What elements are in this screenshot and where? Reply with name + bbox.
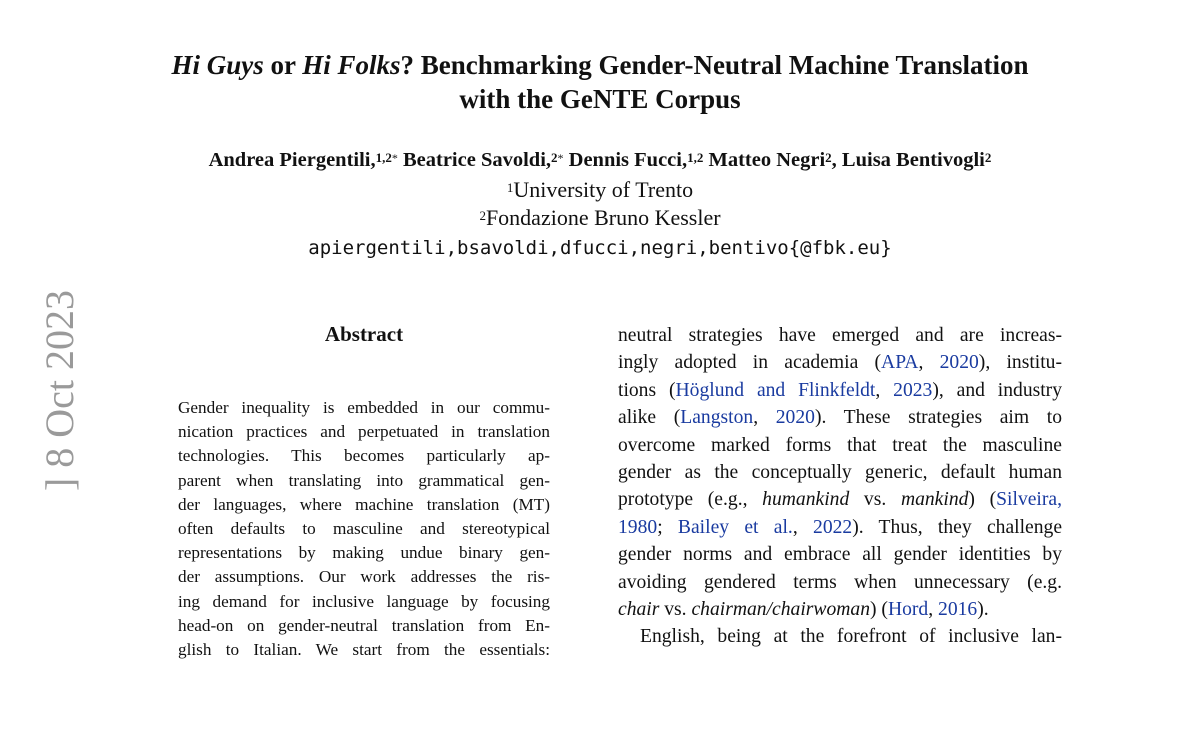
body-text: ), institu- — [978, 352, 1062, 374]
intro-body — [618, 322, 1062, 651]
author-name: Andrea Piergentili, — [208, 149, 376, 171]
citation-link[interactable]: Höglund and Flinkfeldt — [675, 379, 876, 401]
abstract-line: der languages, where machine translation (MT) — [178, 494, 550, 514]
body-text: ) ( — [968, 489, 997, 511]
citation-link[interactable]: Silveira, — [996, 489, 1062, 511]
citation-year-link[interactable]: 1980 — [618, 516, 658, 538]
author-separator: , — [831, 149, 842, 171]
abstract-line: ing demand for inclusive language by focusing — [178, 591, 550, 611]
body-text: , — [875, 379, 894, 401]
body-line — [618, 514, 1062, 541]
body-line — [618, 404, 1062, 431]
abstract-line: der assumptions. Our work addresses the ris- — [178, 567, 550, 587]
author-name: Luisa Bentivogli — [841, 149, 985, 171]
affiliation-sup: 2 — [479, 208, 486, 223]
title-line-1 — [100, 48, 1100, 82]
body-text: , — [928, 599, 939, 621]
abstract-line: representations by making undue binary gen- — [178, 543, 550, 563]
author-name: Beatrice Savoldi, — [402, 149, 552, 171]
citation-link[interactable]: Langston — [680, 407, 754, 429]
citation-year-link[interactable]: 2016 — [938, 599, 978, 621]
body-text: ) ( — [870, 599, 888, 621]
body-text: alike ( — [618, 407, 681, 429]
body-line — [618, 486, 1062, 513]
citation-year-link[interactable]: 2020 — [939, 352, 979, 374]
body-line: neutral strategies have emerged and are increas- — [618, 325, 1062, 346]
abstract-line: parent when translating into grammatical gen- — [178, 470, 550, 490]
author-affil-sup: 2 — [984, 150, 992, 165]
author-affil-sup: 1,2 — [687, 150, 704, 165]
body-text: vs. — [849, 489, 901, 511]
title-hi-folks: Hi Folks — [302, 50, 401, 80]
body-text: ingly adopted in academia ( — [618, 352, 882, 374]
body-line: gender norms and embrace all gender identities by — [618, 544, 1062, 566]
equal-contrib-mark: * — [391, 151, 398, 165]
body-text: prototype (e.g., — [618, 489, 763, 511]
title-line-2: with the GeNTE Corpus — [459, 84, 741, 114]
author-affil-sup: 2 — [551, 150, 558, 165]
body-line: avoiding gendered terms when unnecessary (e.g. — [618, 571, 1062, 593]
abstract-line: head-on on gender-neutral translation from En- — [178, 615, 550, 635]
author-affil-sup: 1,2 — [375, 150, 392, 165]
arxiv-margin-stamp: ] 8 Oct 2023 — [37, 290, 82, 492]
body-text: ), and industry — [932, 379, 1063, 401]
citation-link[interactable]: Hord — [887, 599, 929, 621]
affiliation-sup: 1 — [506, 180, 514, 195]
body-text: , — [918, 352, 940, 374]
body-text: , — [753, 407, 776, 429]
equal-contrib-mark: * — [557, 151, 564, 165]
abstract-line: often defaults to masculine and stereotypical — [178, 519, 550, 539]
emphasis-term: mankind — [900, 489, 969, 511]
title-hi-guys: Hi Guys — [171, 50, 264, 80]
body-text: ). — [977, 599, 989, 621]
emphasis-term: chair — [618, 599, 660, 621]
paper-title — [100, 48, 1100, 116]
body-text: vs. — [659, 599, 692, 621]
title-rest: ? Benchmarking Gender-Neutral Machine Translation — [400, 50, 1029, 80]
abstract-line: Gender inequality is embedded in our commu- — [178, 398, 550, 417]
body-line — [618, 349, 1062, 376]
body-line — [618, 596, 1062, 623]
body-text: tions ( — [618, 379, 676, 401]
emphasis-term: chairman/chairwoman — [691, 599, 870, 621]
body-line: English, being at the forefront of inclusive lan- — [640, 626, 1062, 648]
abstract-body — [178, 396, 550, 662]
author-name: Matteo Negri — [708, 149, 826, 171]
author-name: Dennis Fucci, — [568, 149, 688, 171]
body-text: ; — [657, 516, 678, 538]
emphasis-term: humankind — [762, 489, 850, 511]
title-or: or — [263, 50, 303, 80]
citation-year-link[interactable]: 2022 — [813, 516, 853, 538]
abstract-line: technologies. This becomes particularly ap- — [178, 446, 550, 466]
body-text: ). Thus, they challenge — [852, 516, 1063, 538]
affiliation — [300, 176, 900, 204]
body-line: overcome marked forms that treat the masculine — [618, 434, 1062, 456]
author-affil-sup: 2 — [825, 150, 832, 165]
citation-link[interactable]: APA — [881, 352, 919, 374]
body-line — [618, 377, 1062, 404]
body-line: gender as the conceptually generic, default human — [618, 462, 1062, 484]
abstract-line: glish to Italian. We start from the essentials: — [178, 640, 550, 660]
affiliation-name: Fondazione Bruno Kessler — [485, 205, 721, 230]
body-text: ). These strategies aim to — [814, 407, 1063, 429]
abstract-line: nication practices and perpetuated in translation — [178, 422, 550, 442]
citation-year-link[interactable]: 2020 — [775, 407, 815, 429]
affiliation — [300, 204, 900, 232]
citation-year-link[interactable]: 2023 — [893, 379, 933, 401]
citation-link[interactable]: Bailey et al. — [677, 516, 793, 538]
author-list — [60, 146, 1140, 174]
body-text: , — [792, 516, 814, 538]
affiliation-name: University of Trento — [513, 177, 694, 202]
abstract-heading: Abstract — [324, 322, 404, 346]
author-emails: apiergentili,bsavoldi,dfucci,negri,bentivo{@fbk.eu} — [308, 237, 892, 259]
